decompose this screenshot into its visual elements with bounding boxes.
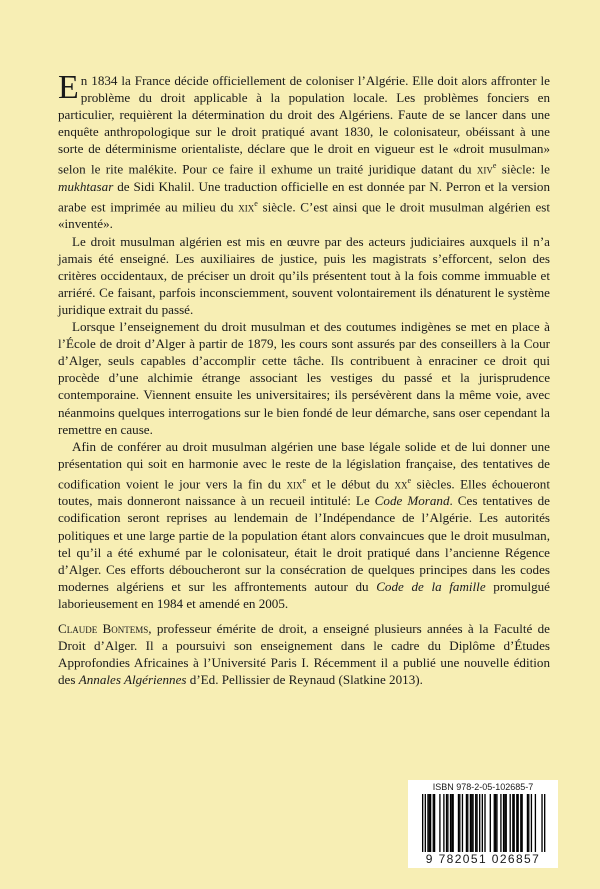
blurb xyxy=(58,69,550,612)
barcode-bar xyxy=(504,794,505,852)
barcode-bar xyxy=(476,794,477,852)
barcode-bar xyxy=(470,794,471,852)
drop-cap: E xyxy=(58,69,79,106)
barcode-bar xyxy=(520,794,521,852)
code-de-la-famille: Code de la famille xyxy=(376,578,486,594)
code-morand: Code Morand xyxy=(374,493,450,509)
barcode-bar xyxy=(475,794,476,852)
barcode-bar xyxy=(430,794,431,852)
isbn-barcode xyxy=(408,780,558,868)
barcode-bars xyxy=(422,794,548,852)
paragraph-3: Lorsque l’enseignement du droit musulman et des coutumes indigènes se met en place à l’École de droit d’Alger à partir de 1879, les cours sont assurés par des conseillers à la Cour d’Alger, seuls capables d’accomplir cette tâche. Ils contribuent à enraciner ce droit qui procède d’une alchimie étrange associant les vestiges du passé et la jurisprudence contemporaine. Viennent ensuite les universitaires; ils persévèrent dans la même voie, avec néanmoins quelques interrogations sur le bien fondé de leur démarche, sans oser cependant la remettre en cause. xyxy=(58,319,550,437)
barcode-bar xyxy=(482,794,483,852)
barcode-bar xyxy=(517,794,518,852)
barcode-bar xyxy=(484,794,485,852)
barcode-bar xyxy=(458,794,459,852)
barcode-bar xyxy=(544,794,545,852)
barcode-bar xyxy=(528,794,529,852)
barcode-bar xyxy=(451,794,452,852)
barcode-bar xyxy=(490,794,491,852)
paragraph-1: En 1834 la France décide officiellement de coloniser l’Algérie. Elle doit alors affronter le problème du droit applicable à la population locale. Les problèmes fonciers en particulier, requièrent la détermination du droit des Algériens. Faute de se lancer dans une enquête anthropologique sur le droit pratiqué avant 1830, le colonisateur, obéissant à une sorte de déterminisme orientaliste, déclare que le droit en vigueur est le «droit musulman» selon le rite malékite. Pour ce faire il exhume un traité juridique datant du xiv$^e$ siècle: le mukhtasar de Sidi Khalil. Une traduction officielle en est donnée par N. Perron et la version arabe est imprimée au milieu du xix$^e$ siècle. C’est ainsi que le droit musulman algérien est «inventé». xyxy=(58,69,550,232)
barcode-bar xyxy=(500,794,501,852)
barcode-bar xyxy=(472,794,473,852)
mukhtasar: mukhtasar xyxy=(58,178,114,194)
barcode-bar xyxy=(429,794,430,852)
isbn-label: ISBN 978-2-05-102685-7 xyxy=(432,782,534,792)
barcode-bar xyxy=(516,794,517,852)
barcode-bar xyxy=(427,794,428,852)
annales-algeriennes: Annales Algériennes xyxy=(78,672,187,688)
barcode-bar xyxy=(446,794,447,852)
barcode-bar xyxy=(443,794,444,852)
barcode-bar xyxy=(447,794,448,852)
barcode-bar xyxy=(479,794,480,852)
barcode-bar xyxy=(459,794,460,852)
barcode-bar xyxy=(527,794,528,852)
barcode-bar xyxy=(471,794,472,852)
barcode-bar xyxy=(510,794,511,852)
barcode-bar xyxy=(434,794,435,852)
paragraph-4: Afin de conférer au droit musulman algérien une base légale solide et de lui donner une présentation qui soit en harmonie avec le reste de la législation française, des tentatives de codification voient le jour vers la fin du xix$^e$ et le début du $xx^e$ siècles. Elles échoueront toutes, mais donneront naissance à un recueil intitulé: Le Code Morand. Ces tentatives de codification seront reprises au lendemain de l’Indépendance de l’Algérie. Les autorités politiques et une large partie de la population étant alors convaincues que le droit musulman, tel qu’il a été exhumé par le colonisateur, était le droit pratiqué dans l’ancienne Régence d’Alger. Ces efforts déboucheront sur la consécration de quelques principes dans les codes modernes algériens et sur les affrontements autour du Code de la famille promulgué laborieusement en 1984 et amendé en 2005. xyxy=(58,438,550,611)
barcode-bar xyxy=(433,794,434,852)
author-bio: Claude Bontems, professeur émérite de droit, a enseigné plusieurs années à la Faculté de Droit d’Alger. Il a poursuivi son enseignement dans le cadre du Diplôme d’Études Approfondies Africaines à l’Université Paris I. Récemment il a publié une nouvelle édition des Annales Algériennes d’Ed. Pellissier de Reynaud (Slatkine 2013). xyxy=(58,621,550,688)
barcode-bar xyxy=(541,794,542,852)
barcode-bar xyxy=(422,794,423,852)
barcode-bar xyxy=(466,794,467,852)
author-name: Claude Bontems xyxy=(58,621,149,636)
barcode-bar xyxy=(531,794,532,852)
barcode-bar xyxy=(496,794,497,852)
paragraph-2: Le droit musulman algérien est mis en œuvre par des acteurs judiciaires auxquels il n’a jamais été enseigné. Les auxiliaires de justice, puis les magistrats s’efforcent, selon des critères occidentaux, de préciser un droit qu’ils présentent tout à la fois comme immuable et arriéré. Ce faisant, parfois inconsciemment, souvent volontairement ils dénaturent le système juridique extrait du passé. xyxy=(58,233,550,317)
barcode-bar xyxy=(439,794,440,852)
barcode-bar xyxy=(512,794,513,852)
barcode-bar xyxy=(514,794,515,852)
barcode-bar xyxy=(450,794,451,852)
barcode-bar xyxy=(503,794,504,852)
barcode-bar xyxy=(453,794,454,852)
barcode-bar xyxy=(495,794,496,852)
barcode-bar xyxy=(494,794,495,852)
barcode-bar xyxy=(425,794,426,852)
barcode-digits: 9 782051 026857 xyxy=(425,852,541,866)
barcode-bar xyxy=(521,794,522,852)
barcode-bar xyxy=(462,794,463,852)
barcode-bar xyxy=(467,794,468,852)
barcode-bar xyxy=(506,794,507,852)
barcode-bar xyxy=(535,794,536,852)
